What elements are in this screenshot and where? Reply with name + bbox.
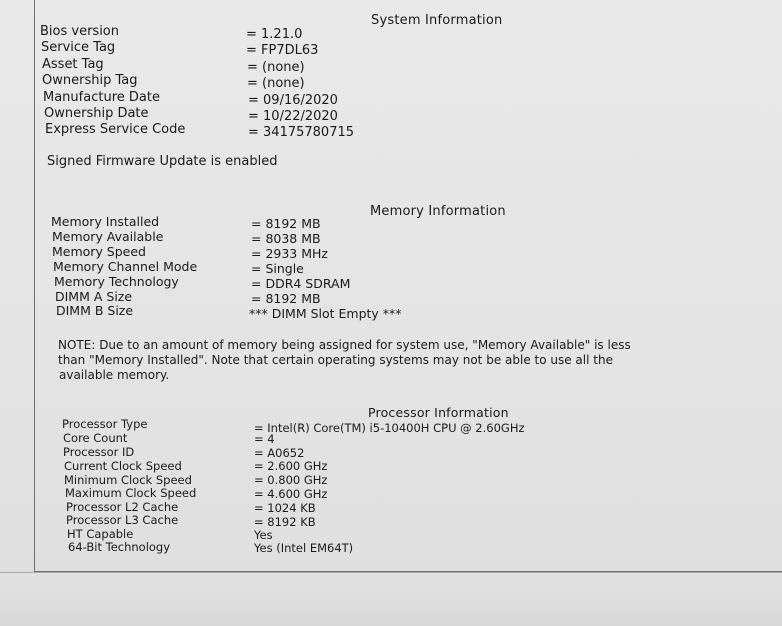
row-value: = 34175780715 <box>248 125 355 140</box>
row-value: Yes <box>254 528 273 542</box>
row-value: = 0.800 GHz <box>254 473 328 487</box>
row-label: HT Capable <box>67 527 134 541</box>
row-label: Ownership Date <box>44 106 149 121</box>
row-label: DIMM A Size <box>55 289 133 304</box>
row-value: = 8192 MB <box>251 291 321 306</box>
row-value: = FP7DL63 <box>246 43 319 58</box>
row-value: *** DIMM Slot Empty *** <box>249 306 402 321</box>
row-label: DIMM B Size <box>56 303 134 318</box>
row-value: = (none) <box>247 60 305 75</box>
memory-note-line-3: available memory. <box>59 368 170 382</box>
row-value: = 1024 KB <box>254 501 316 515</box>
row-value: Yes (Intel EM64T) <box>254 541 354 555</box>
row-value: = (none) <box>247 76 305 91</box>
bottom-frame <box>0 572 782 626</box>
row-label: Manufacture Date <box>43 90 160 105</box>
row-value: = 8192 MB <box>251 216 321 231</box>
row-value: = 10/22/2020 <box>248 109 338 124</box>
row-label: Service Tag <box>41 40 116 55</box>
row-label: Memory Installed <box>51 214 160 229</box>
row-label: Maximum Clock Speed <box>65 486 197 500</box>
row-label: Processor L2 Cache <box>66 500 179 514</box>
row-label: Memory Technology <box>54 274 179 289</box>
memory-note-line-1: NOTE: Due to an amount of memory being assigned for system use, "Memory Available" is less <box>58 338 631 352</box>
row-label: Ownership Tag <box>42 73 138 88</box>
memory-note-line-2: than "Memory Installed". Note that certain operating systems may not be able to use all the <box>58 353 613 367</box>
row-label: Memory Available <box>52 229 164 244</box>
processor-info-title: Processor Information <box>368 405 509 420</box>
row-value: = 4 <box>254 432 275 446</box>
row-value: = DDR4 SDRAM <box>251 276 351 291</box>
row-label: Current Clock Speed <box>64 459 182 473</box>
row-value: = 4.600 GHz <box>254 487 328 501</box>
row-label: Asset Tag <box>42 57 104 72</box>
row-value: = 1.21.0 <box>246 27 303 42</box>
row-label: Processor L3 Cache <box>66 513 179 527</box>
row-label: Processor ID <box>63 445 135 459</box>
memory-info-title: Memory Information <box>370 204 506 219</box>
row-label: Processor Type <box>62 417 148 431</box>
row-label: Bios version <box>40 24 120 39</box>
row-label: 64-Bit Technology <box>68 540 171 554</box>
firmware-status: Signed Firmware Update is enabled <box>47 154 278 169</box>
row-value: = 2.600 GHz <box>254 459 328 473</box>
row-value: = 2933 MHz <box>251 246 328 261</box>
row-value: = 8192 KB <box>254 515 316 529</box>
row-value: = 09/16/2020 <box>248 93 338 108</box>
row-label: Memory Channel Mode <box>53 259 198 274</box>
row-value: = 8038 MB <box>251 231 321 246</box>
row-value: = Single <box>251 261 304 276</box>
row-value: = A0652 <box>254 446 305 460</box>
row-label: Express Service Code <box>45 122 186 137</box>
system-info-title: System Information <box>371 13 503 28</box>
row-label: Core Count <box>63 431 128 445</box>
row-value: = Intel(R) Core(TM) i5-10400H CPU @ 2.60GHz <box>254 421 525 435</box>
row-label: Minimum Clock Speed <box>64 473 192 487</box>
row-label: Memory Speed <box>52 244 146 259</box>
